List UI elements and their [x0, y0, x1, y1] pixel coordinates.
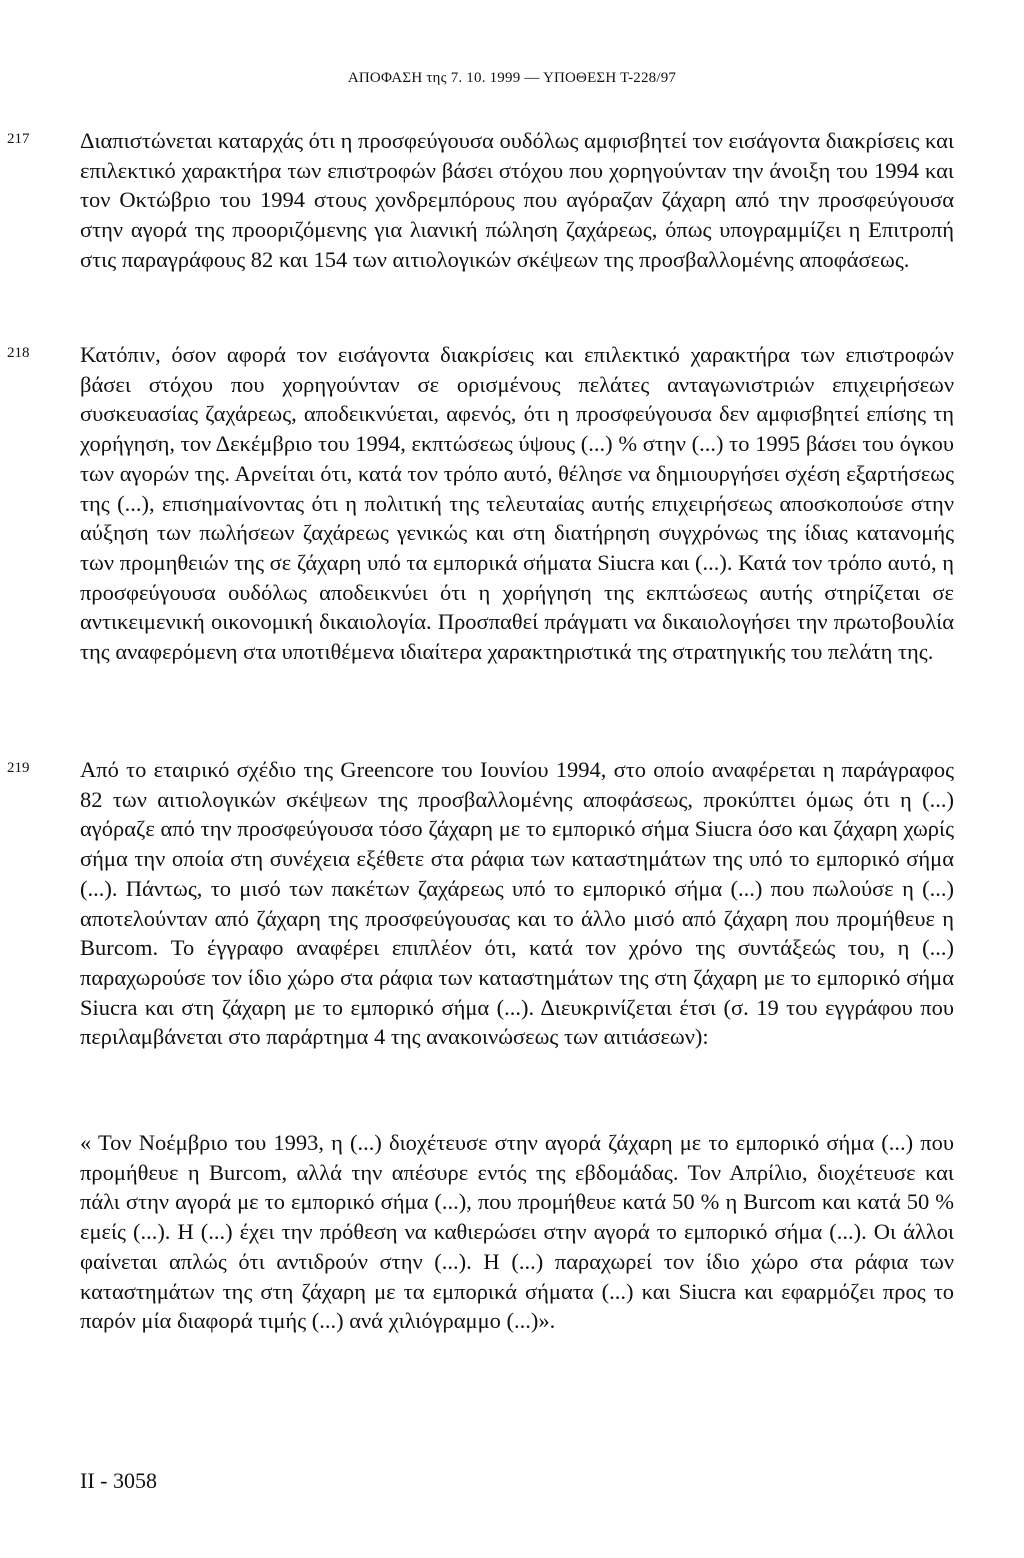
running-header: ΑΠΟΦΑΣΗ της 7. 10. 1999 — ΥΠΟΘΕΣΗ Τ-228/97 [347, 70, 677, 86]
paragraph-text: Από το εταιρικό σχέδιο της Greencore του Ιουνίου 1994, στο οποίο αναφέρεται η παράγραφος 82 των αιτιολογικών σκέψεων της προσβαλλομένης αποφάσεως, προκύπτει όμως ότι η (...) αγόραζε από την προσφεύγουσα τόσο ζάχαρη με το εμπορικό σήμα Siucra όσο και ζάχαρη χωρίς σήμα την οποία στη συνέχεια εξέθετε στα ράφια των καταστημάτων της υπό το εμπορικό σήμα (...). Πάντως, το μισό των πακέτων ζαχάρεως υπό το εμπορικό σήμα (...) που πωλούσε η (...) αποτελούνταν από ζάχαρη της προσφεύγουσας και το άλλο μισό από ζάχαρη που προμήθευε η Burcom. Το έγγραφο αναφέρει επιπλέον ότι, κατά τον χρόνο της συντάξεώς του, η (...) παραχωρούσε τον ίδιο χώρο στα ράφια των καταστημάτων της στη ζάχαρη με το εμπορικό σήμα Siucra και στη ζάχαρη με το εμπορικό σήμα (...). Διευκρινίζεται έτσι (σ. 19 του εγγράφου που περιλαμβάνεται στο παράρτημα 4 της ανακοινώσεως των αιτιάσεων): [80, 757, 954, 1050]
block-quote [80, 1128, 954, 1336]
paragraph-number: 219 [7, 760, 30, 776]
paragraph-217 [7, 126, 954, 275]
paragraph-number: 218 [7, 345, 30, 361]
paragraph-text: Κατόπιν, όσον αφορά τον εισάγοντα διακρίσεις και επιλεκτικό χαρακτήρα των επιστροφών βάσει στόχου που χορηγούνταν σε ορισμένους πελάτες ανταγωνιστριών επιχειρήσεων συσκευασίας ζαχάρεως, αποδεικνύεται, αφενός, ότι η προσφεύγουσα δεν αμφισβητεί επίσης τη χορήγηση, τον Δεκέμβριο του 1994, εκπτώσεως ύψους (...) % στην (...) το 1995 βάσει του όγκου των αγορών της. Αρνείται ότι, κατά τον τρόπο αυτό, θέλησε να δημιουργήσει σχέση εξαρτήσεως της (...), επισημαίνοντας ότι η πολιτική της τελευταίας αυτής επιχειρήσεως αποσκοπούσε στην αύξηση των πωλήσεων ζαχάρεως γενικώς και στη διατήρηση συγχρόνως της ίδιας κατανομής των προμηθειών της σε ζάχαρη υπό τα εμπορικά σήματα Siucra και (...). Κατά τον τρόπο αυτό, η προσφεύγουσα ουδόλως αποδεικνύει ότι η χορήγηση της εκπτώσεως αυτής στηρίζεται σε αντικειμενική οικονομική δικαιολογία. Προσπαθεί πράγματι να δικαιολογήσει την πρωτοβουλία της αναφερόμενη στα υποτιθέμενα ιδιαίτερα χαρακτηριστικά της στρατηγικής του πελάτη της. [80, 342, 954, 665]
paragraph-218 [7, 340, 954, 667]
paragraph-219 [7, 755, 954, 1052]
page-number: II - 3058 [80, 1468, 157, 1493]
paragraph-text: Διαπιστώνεται καταρχάς ότι η προσφεύγουσα ουδόλως αμφισβητεί τον εισάγοντα διακρίσεις και επιλεκτικό χαρακτήρα των επιστροφών βάσει στόχου που χορηγούνταν την άνοιξη του 1994 και τον Οκτώβριο του 1994 στους χονδρεμπόρους που αγόραζαν ζάχαρη από την προσφεύγουσα στην αγορά της προοριζόμενης για λιανική πώληση ζαχάρεως, όπως υπογραμμίζει η Επιτροπή στις παραγράφους 82 και 154 των αιτιολογικών σκέψεων της προσβαλλομένης αποφάσεως. [80, 128, 954, 272]
paragraph-number: 217 [7, 131, 30, 147]
quote-text: « Τον Νοέμβριο του 1993, η (...) διοχέτευσε στην αγορά ζάχαρη με το εμπορικό σήμα (...) που προμήθευε η Burcom, αλλά την απέσυρε εντός της εβδομάδας. Τον Απρίλιο, διοχέτευσε και πάλι στην αγορά με το εμπορικό σήμα (...), που προμήθευε κατά 50 % η Burcom και κατά 50 % εμείς (...). Η (...) έχει την πρόθεση να καθιερώσει στην αγορά το εμπορικό σήμα (...). Οι άλλοι φαίνεται απλώς ότι αντιδρούν στην (...). Η (...) παραχωρεί τον ίδιο χώρο στα ράφια των καταστημάτων της στη ζάχαρη με τα εμπορικά σήματα (...) και Siucra και εφαρμόζει προς το παρόν μία διαφορά τιμής (...) ανά χιλιόγραμμο (...)». [80, 1130, 954, 1334]
